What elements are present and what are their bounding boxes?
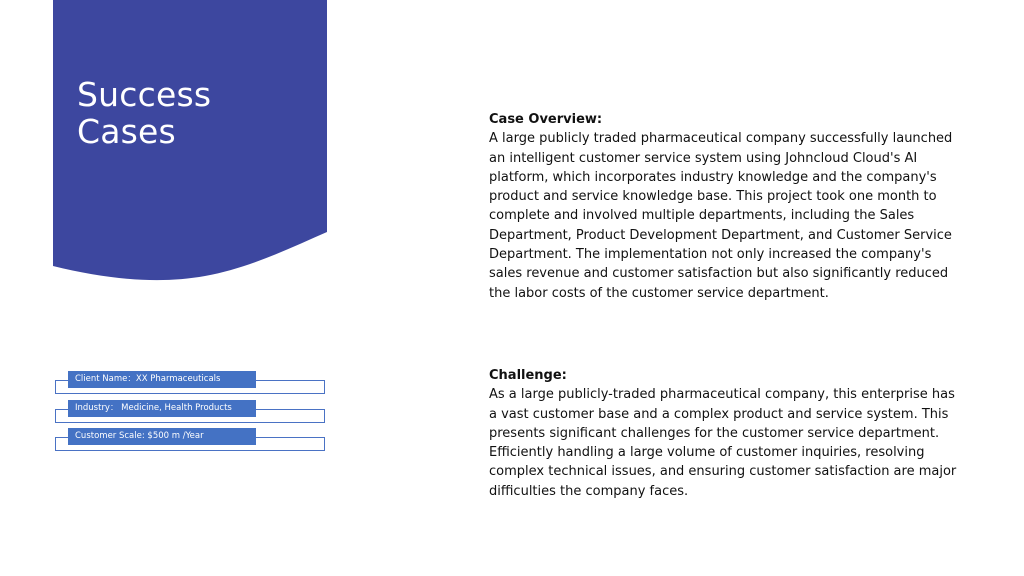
case-overview-body: A large publicly traded pharmaceutical company successfully launched an intelligent customer service system using Johncloud Cloud's AI platform, which incorporates industry knowledge and the company's product and service knowledge base. This project took one month to complete and involved multiple departments, including the Sales Department, Product Development Department, and Customer Service Department. The implementation not only increased the company's sales revenue and customer satisfaction but also significantly reduced the labor costs of the customer service department. [489, 131, 953, 301]
case-overview-heading: Case Overview: [489, 112, 603, 127]
page-title: Success Cases [77, 75, 212, 151]
customer-scale-tag: Customer Scale: $500 m /Year [68, 428, 256, 445]
challenge-body: As a large publicly-traded pharmaceutical company, this enterprise has a vast customer base and a complex product and service system. This presents significant challenges for the customer service department. Efficiently handling a large volume of customer inquiries, resolving complex technical issues, and ensuring customer satisfaction are major difficulties the company faces. [489, 387, 957, 499]
client-name-tag: Client Name：XX Pharmaceuticals [68, 371, 256, 388]
challenge-section [489, 366, 959, 501]
industry-tag: Industry： Medicine, Health Products [68, 400, 256, 417]
case-overview-section [489, 110, 959, 303]
challenge-heading: Challenge: [489, 368, 567, 383]
